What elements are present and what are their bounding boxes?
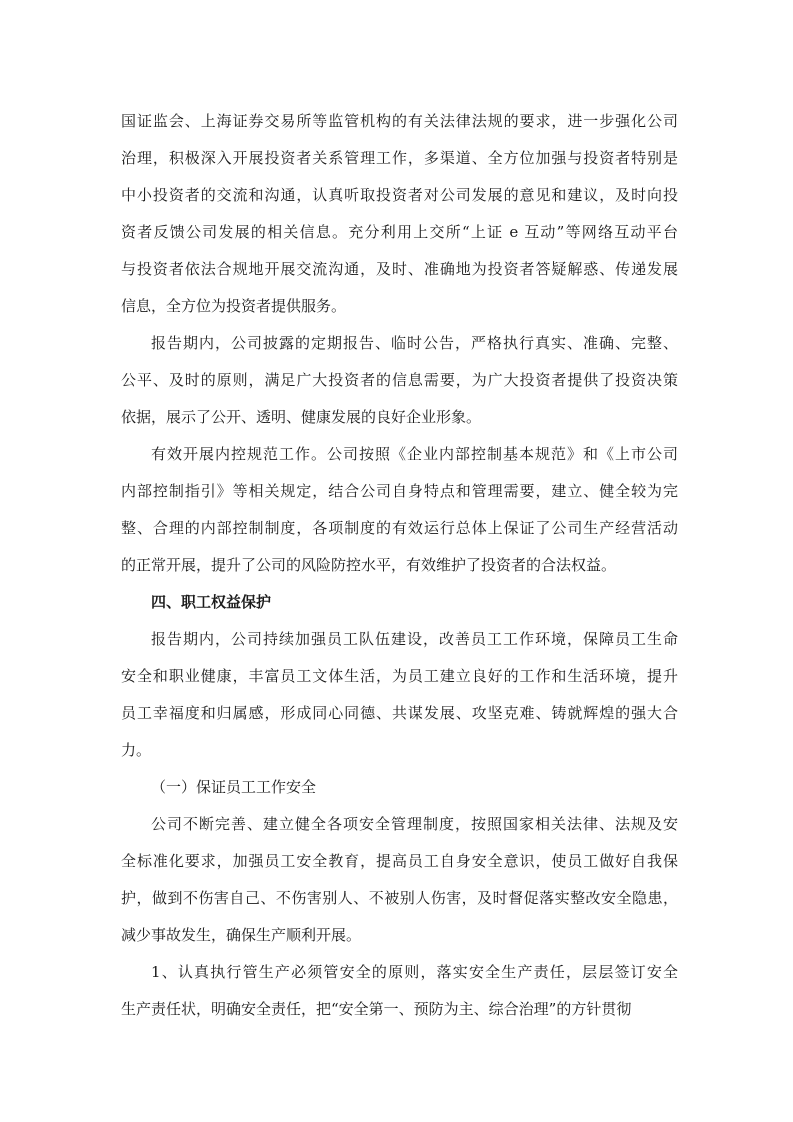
text-line: 员工幸福度和归属感，形成同心同德、共谋发展、攻坚克难、铸就辉煌的强大合 (121, 704, 678, 722)
text-line: 安全和职业健康，丰富员工文体生活，为员工建立良好的工作和生活环境，提升 (121, 667, 678, 685)
text-line: 力。 (121, 741, 152, 759)
text-line: 资者反馈公司发展的相关信息。充分利用上交所“上证 e 互动”等网络互动平台 (121, 223, 678, 241)
text-line: 整、合理的内部控制制度，各项制度的有效运行总体上保证了公司生产经营活动 (121, 519, 678, 537)
text-line: 护，做到不伤害自己、不伤害别人、不被别人伤害，及时督促落实整改安全隐患， (121, 889, 678, 907)
paragraph (121, 436, 678, 584)
text-line: （一）保证员工工作安全 (151, 778, 317, 796)
text-line: 有效开展内控规范工作。公司按照《企业内部控制基本规范》和《上市公司 (151, 445, 678, 463)
paragraph (121, 954, 678, 1028)
paragraph (121, 325, 678, 436)
text-line: 治理，积极深入开展投资者关系管理工作，多渠道、全方位加强与投资者特别是 (121, 149, 678, 167)
paragraph (121, 103, 678, 325)
text-line: 四、职工权益保护 (151, 593, 272, 611)
text-line: 中小投资者的交流和沟通，认真听取投资者对公司发展的意见和建议，及时向投 (121, 186, 678, 204)
text-line: 的正常开展，提升了公司的风险防控水平，有效维护了投资者的合法权益。 (121, 556, 617, 574)
subsection-heading (121, 769, 678, 806)
text-line: 内部控制指引》等相关规定，结合公司自身特点和管理需要，建立、健全较为完 (121, 482, 678, 500)
text-line: 1、认真执行管生产必须管安全的原则，落实安全生产责任，层层签订安全 (151, 963, 678, 981)
text-line: 减少事故发生，确保生产顺利开展。 (121, 926, 362, 944)
text-line: 公平、及时的原则，满足广大投资者的信息需要，为广大投资者提供了投资决策 (121, 371, 678, 389)
text-line: 与投资者依法合规地开展交流沟通，及时、准确地为投资者答疑解惑、传递发展 (121, 260, 678, 278)
text-line: 报告期内，公司持续加强员工队伍建设，改善员工工作环境，保障员工生命 (151, 630, 678, 648)
text-line: 信息，全方位为投资者提供服务。 (121, 297, 347, 315)
text-line: 国证监会、上海证券交易所等监管机构的有关法律法规的要求，进一步强化公司 (121, 112, 678, 130)
paragraph (121, 806, 678, 954)
text-line: 依据，展示了公开、透明、健康发展的良好企业形象。 (121, 408, 482, 426)
text-line: 公司不断完善、建立健全各项安全管理制度，按照国家相关法律、法规及安 (151, 815, 678, 833)
paragraph (121, 621, 678, 769)
text-line: 生产责任状，明确安全责任，把“安全第一、预防为主、综合治理”的方针贯彻 (121, 1000, 632, 1018)
document-body (121, 103, 678, 1028)
text-line: 全标准化要求，加强员工安全教育，提高员工自身安全意识，使员工做好自我保 (121, 852, 678, 870)
section-heading (121, 584, 678, 621)
text-line: 报告期内，公司披露的定期报告、临时公告，严格执行真实、准确、完整、 (151, 334, 678, 352)
